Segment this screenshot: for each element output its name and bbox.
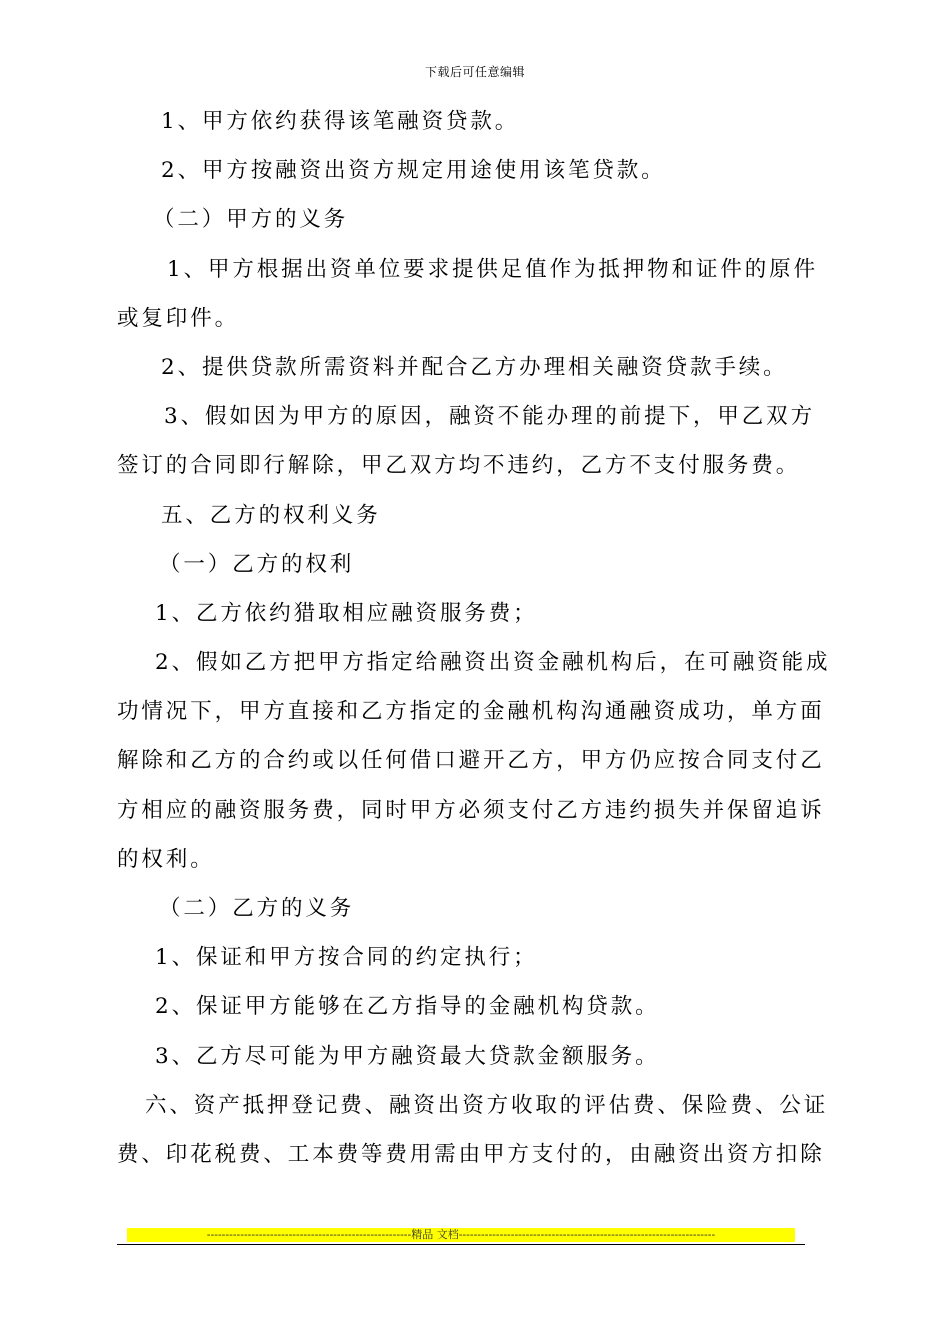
paragraph-line: 3、假如因为甲方的原因，融资不能办理的前提下，甲乙双方 (164, 404, 815, 430)
page-header: 下载后可任意编辑 (424, 65, 525, 79)
paragraph-line: （二）甲方的义务 (153, 207, 349, 233)
paragraph-line: 或复印件。 (117, 305, 240, 331)
paragraph-line: 五、乙方的权利义务 (161, 502, 381, 528)
paragraph-line: 的权利。 (117, 846, 215, 872)
paragraph-line: 1、保证和甲方按合同的约定执行； (155, 945, 538, 971)
paragraph-line: 3、乙方尽可能为甲方融资最大贷款金额服务。 (155, 1043, 660, 1069)
paragraph-line: （一）乙方的权利 (159, 551, 355, 577)
paragraph-line: 六、资产抵押登记费、融资出资方收取的评估费、保险费、公证 (145, 1092, 829, 1118)
paragraph-line: 2、保证甲方能够在乙方指导的金融机构贷款。 (155, 994, 660, 1020)
document-body (117, 97, 831, 1179)
paragraph-line: 方相应的融资服务费，同时甲方必须支付乙方违约损失并保留追诉 (117, 797, 825, 823)
paragraph-line: 1、甲方依约获得该笔融资贷款。 (161, 109, 520, 134)
paragraph-line: 费、印花税费、工本费等费用需由甲方支付的，由融资出资方扣除 (117, 1141, 825, 1167)
paragraph-line: （二）乙方的义务 (159, 896, 355, 921)
paragraph-line: 签订的合同即行解除，甲乙双方均不违约，乙方不支付服务费。 (117, 453, 801, 479)
paragraph-line: 1、乙方依约猎取相应融资服务费； (155, 600, 538, 626)
footer-banner: -------------------------------------------------------精品 文档--------------------------------------------------------------------- (127, 1228, 795, 1242)
paragraph-line: 1、甲方根据出资单位要求提供足值作为抵押物和证件的原件 (167, 256, 818, 282)
footer-rule (117, 1244, 805, 1245)
paragraph-line: 解除和乙方的合约或以任何借口避开乙方，甲方仍应按合同支付乙 (117, 748, 825, 774)
paragraph-line: 2、提供贷款所需资料并配合乙方办理相关融资贷款手续。 (161, 354, 788, 380)
paragraph-line: 2、假如乙方把甲方指定给融资出资金融机构后，在可融资能成 (155, 650, 831, 676)
paragraph-line: 2、甲方按融资出资方规定用途使用该笔贷款。 (161, 158, 666, 184)
paragraph-line: 功情况下，甲方直接和乙方指定的金融机构沟通融资成功，单方面 (117, 699, 825, 725)
